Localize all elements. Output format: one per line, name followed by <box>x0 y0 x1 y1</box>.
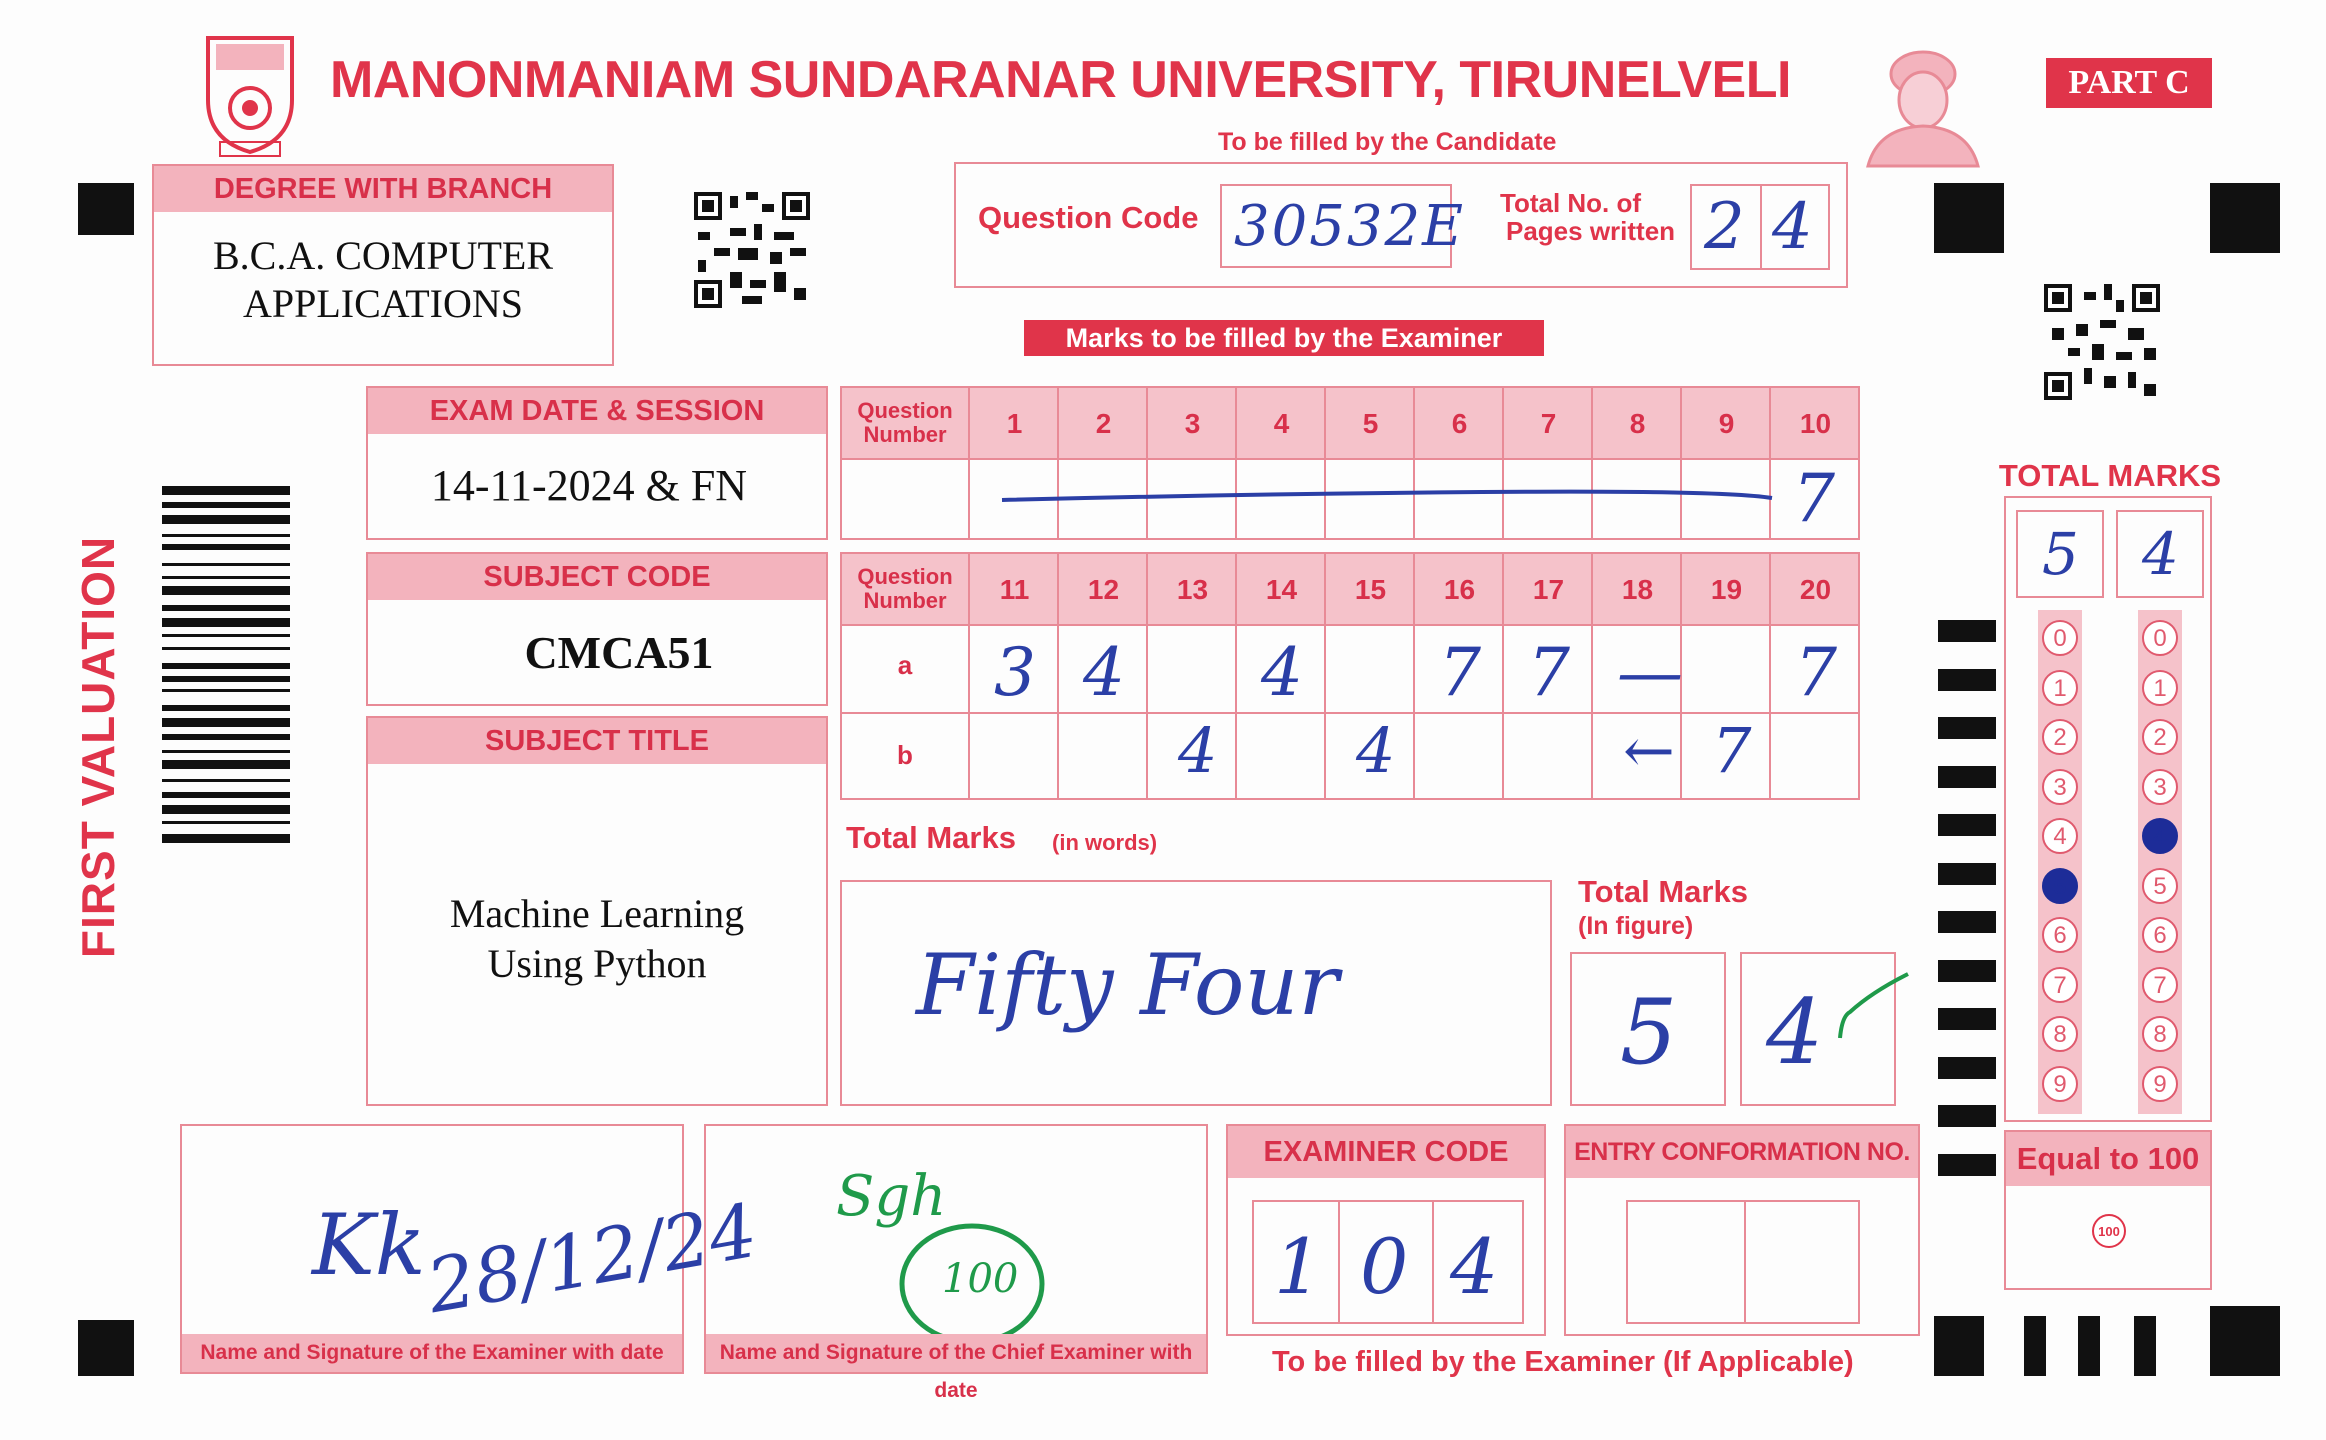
examiner-code-box <box>1226 1124 1546 1336</box>
row-b-label: b <box>897 740 913 770</box>
question-code-value: 30532E <box>1234 194 1466 259</box>
question-number: 20 <box>1799 574 1832 605</box>
total-figure-digit-1: 5 <box>1620 980 1678 1085</box>
pages-label-line2: Pages written <box>1506 216 1676 246</box>
omr-total-box <box>2004 496 2212 1122</box>
tick-mark-icon <box>1832 968 1912 1048</box>
question-number: 11 <box>999 574 1030 605</box>
question-number: 5 <box>1362 408 1379 439</box>
grid1-strike-line <box>842 460 1858 540</box>
omr-bubble[interactable]: 5 <box>2042 868 2078 904</box>
chief-signature-caption: Name and Signature of the Chief Examiner with date <box>706 1334 1206 1372</box>
chief-stamp: 100 <box>942 1256 1019 1302</box>
total-figure-digit-box-1[interactable] <box>1570 952 1726 1106</box>
subject-title-box <box>366 716 828 1106</box>
omr-digit-box-1[interactable] <box>2016 510 2104 598</box>
omr-bubble[interactable]: 0 <box>2142 620 2178 656</box>
question-number: 8 <box>1629 408 1646 439</box>
omr-bubble[interactable]: 0 <box>2042 620 2078 656</box>
mark-cell-a[interactable]: 4 <box>1083 634 1125 711</box>
omr-bubble[interactable]: 9 <box>2142 1066 2178 1102</box>
subject-code-box <box>366 552 828 706</box>
corner-marker <box>78 183 134 235</box>
exam-date-label: EXAM DATE & SESSION <box>368 388 826 434</box>
mark-cell-b[interactable]: ← <box>1623 714 1675 787</box>
examiner-note-banner: Marks to be filled by the Examiner <box>1024 320 1544 356</box>
university-logo <box>200 30 300 160</box>
grid2-header-line1: Question <box>857 564 953 589</box>
corner-marker <box>1934 1316 1984 1376</box>
question-number: 6 <box>1451 408 1468 439</box>
omr-bubble[interactable]: 1 <box>2042 670 2078 706</box>
grid1-header-line1: Question <box>857 398 953 423</box>
pages-field[interactable] <box>1690 184 1830 270</box>
omr-bubble[interactable]: 4 <box>2042 818 2078 854</box>
exam-date-value: 14-11-2024 & FN <box>430 461 748 510</box>
chief-signature-box[interactable] <box>704 1124 1208 1402</box>
subject-title-line2: Using Python <box>487 941 707 986</box>
examiner-sign-date: 28/12/24 <box>421 1187 764 1331</box>
question-code-box <box>954 162 1848 288</box>
chief-initials: Sgh <box>836 1164 947 1229</box>
total-words-label: Total Marks <box>846 820 1016 855</box>
question-number: 15 <box>1354 574 1387 605</box>
part-badge: PART C <box>2046 58 2212 108</box>
mark-cell-a[interactable]: — <box>1617 634 1683 711</box>
omr-bubble[interactable]: 3 <box>2042 769 2078 805</box>
question-number: 14 <box>1265 574 1298 605</box>
examiner-code-digit-3: 4 <box>1450 1222 1499 1311</box>
total-words-field[interactable] <box>840 880 1552 1106</box>
mark-cell-b[interactable]: 4 <box>1356 714 1396 787</box>
omr-bubble[interactable]: 9 <box>2042 1066 2078 1102</box>
marks-grid-2 <box>840 552 1860 800</box>
mark-cell-b[interactable]: 4 <box>1178 714 1218 787</box>
mark-cell-a[interactable]: 7 <box>1439 634 1481 711</box>
pages-digit-2: 4 <box>1772 190 1813 264</box>
mark-cell-a[interactable]: 7 <box>1795 634 1837 711</box>
omr-bubble[interactable]: 6 <box>2042 917 2078 953</box>
total-words-sub: (in words) <box>1052 830 1158 855</box>
question-number: 17 <box>1532 574 1565 605</box>
omr-total-label: TOTAL MARKS <box>1998 458 2222 493</box>
corner-marker <box>2210 183 2280 253</box>
mark-cell-a[interactable]: 7 <box>1528 634 1570 711</box>
omr-bubble[interactable]: 3 <box>2142 769 2178 805</box>
omr-bubble[interactable]: 8 <box>2142 1016 2178 1052</box>
qr-code <box>694 192 810 308</box>
omr-bubble[interactable]: 5 <box>2142 868 2178 904</box>
omr-bubble[interactable]: 4 <box>2142 818 2178 854</box>
omr-digit-box-2[interactable] <box>2116 510 2204 598</box>
omr-bubble[interactable]: 1 <box>2142 670 2178 706</box>
marks-grid-1 <box>840 386 1860 540</box>
examiner-signature-caption: Name and Signature of the Examiner with date <box>182 1334 682 1372</box>
grid2-header-line2: Number <box>863 588 947 613</box>
candidate-note: To be filled by the Candidate <box>1218 128 1557 156</box>
entry-confirmation-label: ENTRY CONFORMATION NO. <box>1566 1126 1918 1178</box>
equal-to-badge[interactable]: 100 <box>2092 1214 2126 1248</box>
subject-code-label: SUBJECT CODE <box>368 554 826 600</box>
question-number: 16 <box>1443 574 1476 605</box>
founder-portrait <box>1858 38 1988 168</box>
pages-label-line1: Total No. of <box>1500 188 1642 218</box>
omr-bubble[interactable]: 2 <box>2142 719 2178 755</box>
corner-marker <box>1934 183 2004 253</box>
subject-title-label: SUBJECT TITLE <box>368 718 826 764</box>
subject-code-value: CMCA51 <box>524 627 714 678</box>
mark-cell[interactable]: 7 <box>1793 460 1835 537</box>
question-code-label: Question Code <box>978 200 1199 235</box>
corner-marker <box>2024 1316 2046 1376</box>
subject-title-line1: Machine Learning <box>449 891 745 936</box>
corner-marker <box>2078 1316 2100 1376</box>
degree-line1: B.C.A. COMPUTER <box>212 233 554 278</box>
exam-date-box <box>366 386 828 540</box>
question-number: 18 <box>1621 574 1654 605</box>
omr-bubble[interactable]: 6 <box>2142 917 2178 953</box>
mark-cell-a[interactable]: 3 <box>994 634 1036 711</box>
footer-note: To be filled by the Examiner (If Applicable) <box>1272 1346 1854 1378</box>
examiner-code-digit-1: 1 <box>1274 1222 1323 1311</box>
barcode <box>162 486 290 956</box>
examiner-code-field[interactable] <box>1252 1200 1524 1324</box>
question-number: 9 <box>1718 408 1735 439</box>
question-code-field[interactable] <box>1220 184 1466 268</box>
question-number: 4 <box>1273 408 1290 439</box>
mark-cell-b[interactable]: 7 <box>1712 714 1752 787</box>
question-number: 19 <box>1710 574 1743 605</box>
corner-marker <box>78 1320 134 1376</box>
question-number: 13 <box>1176 574 1209 605</box>
equal-to-box <box>2004 1130 2212 1290</box>
row-a-label: a <box>897 650 913 680</box>
question-number: 12 <box>1087 574 1120 605</box>
grid1-header-line2: Number <box>863 422 947 447</box>
entry-confirmation-field[interactable] <box>1626 1200 1860 1324</box>
omr-bubble[interactable]: 8 <box>2042 1016 2078 1052</box>
corner-marker <box>2134 1316 2156 1376</box>
total-words-value: Fifty Four <box>916 936 1339 1034</box>
total-figure-label: Total Marks <box>1578 874 1748 909</box>
side-label: FIRST VALUATION <box>72 535 124 959</box>
question-number: 2 <box>1095 408 1112 439</box>
examiner-code-digit-2: 0 <box>1360 1222 1409 1311</box>
examiner-signature-box[interactable] <box>180 1124 764 1374</box>
degree-line2: APPLICATIONS <box>242 281 524 326</box>
omr-digit-2: 4 <box>2142 520 2179 588</box>
corner-marker <box>2210 1306 2280 1376</box>
total-figure-sub: (In figure) <box>1578 912 1694 940</box>
question-number: 1 <box>1006 408 1023 439</box>
question-number: 3 <box>1184 408 1201 439</box>
university-name: MANONMANIAM SUNDARANAR UNIVERSITY, TIRUNELVELI <box>330 51 1791 109</box>
omr-bubble[interactable]: 2 <box>2042 719 2078 755</box>
total-figure-digit-2: 4 <box>1766 980 1824 1085</box>
pages-digit-1: 2 <box>1704 190 1745 264</box>
omr-bubble[interactable]: 7 <box>2042 967 2078 1003</box>
examiner-initials: Kk <box>312 1196 426 1294</box>
omr-digit-1: 5 <box>2042 520 2079 588</box>
equal-to-label: Equal to 100 <box>2006 1132 2210 1186</box>
mark-cell-a[interactable]: 4 <box>1261 634 1303 711</box>
qr-code <box>2044 284 2160 400</box>
question-number: 7 <box>1540 408 1557 439</box>
question-number: 10 <box>1799 408 1832 439</box>
degree-box <box>152 164 614 366</box>
entry-confirmation-box <box>1564 1124 1920 1336</box>
degree-label: DEGREE WITH BRANCH <box>154 166 612 212</box>
examiner-code-label: EXAMINER CODE <box>1228 1126 1544 1178</box>
omr-bubble[interactable]: 7 <box>2142 967 2178 1003</box>
